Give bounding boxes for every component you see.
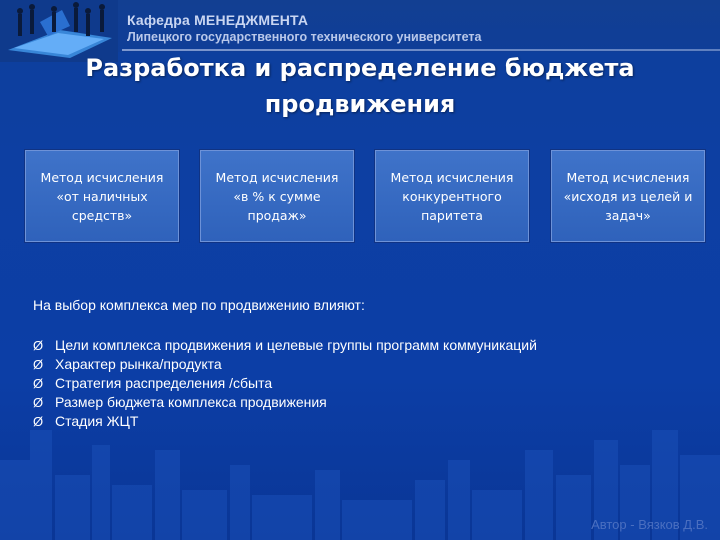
method-box-label: Метод исчисления конкурентного паритета [390, 169, 514, 223]
list-item [33, 355, 537, 374]
method-box-label: Метод исчисления «в % к сумме продаж» [215, 169, 339, 223]
arrow-bullet-icon: Ø [33, 357, 44, 372]
list-item [33, 412, 537, 431]
method-box-label: Метод исчисления «от наличных средств» [40, 169, 164, 223]
arrow-bullet-icon: Ø [33, 376, 44, 391]
list-item-text: Стратегия распределения /сбыта [55, 375, 273, 391]
university-name: Липецкого государственного технического университета [127, 30, 482, 44]
list-item-text: Характер рынка/продукта [55, 356, 222, 372]
list-item [33, 374, 537, 393]
arrow-bullet-icon: Ø [33, 414, 44, 429]
arrow-bullet-icon: Ø [33, 395, 44, 410]
author-footer: Автор - Вязков Д.В. [591, 517, 708, 532]
department-name: Кафедра МЕНЕДЖМЕНТА [127, 12, 309, 28]
list-item-text: Стадия ЖЦТ [55, 413, 139, 429]
factors-list [33, 336, 537, 431]
method-box-competitive-parity [375, 150, 529, 242]
arrow-bullet-icon: Ø [33, 338, 44, 353]
list-item-text: Цели комплекса продвижения и целевые группы программ коммуникаций [55, 337, 537, 353]
list-item [33, 336, 537, 355]
slide-title: Разработка и распределение бюджета продвижения [85, 54, 635, 118]
method-box-cash [25, 150, 179, 242]
factors-intro: На выбор комплекса мер по продвижению влияют: [33, 297, 365, 313]
list-item [33, 393, 537, 412]
method-box-label: Метод исчисления «исходя из целей и задач» [563, 169, 693, 223]
method-box-objectives-tasks [551, 150, 705, 242]
method-box-sales-percent [200, 150, 354, 242]
list-item-text: Размер бюджета комплекса продвижения [55, 394, 327, 410]
